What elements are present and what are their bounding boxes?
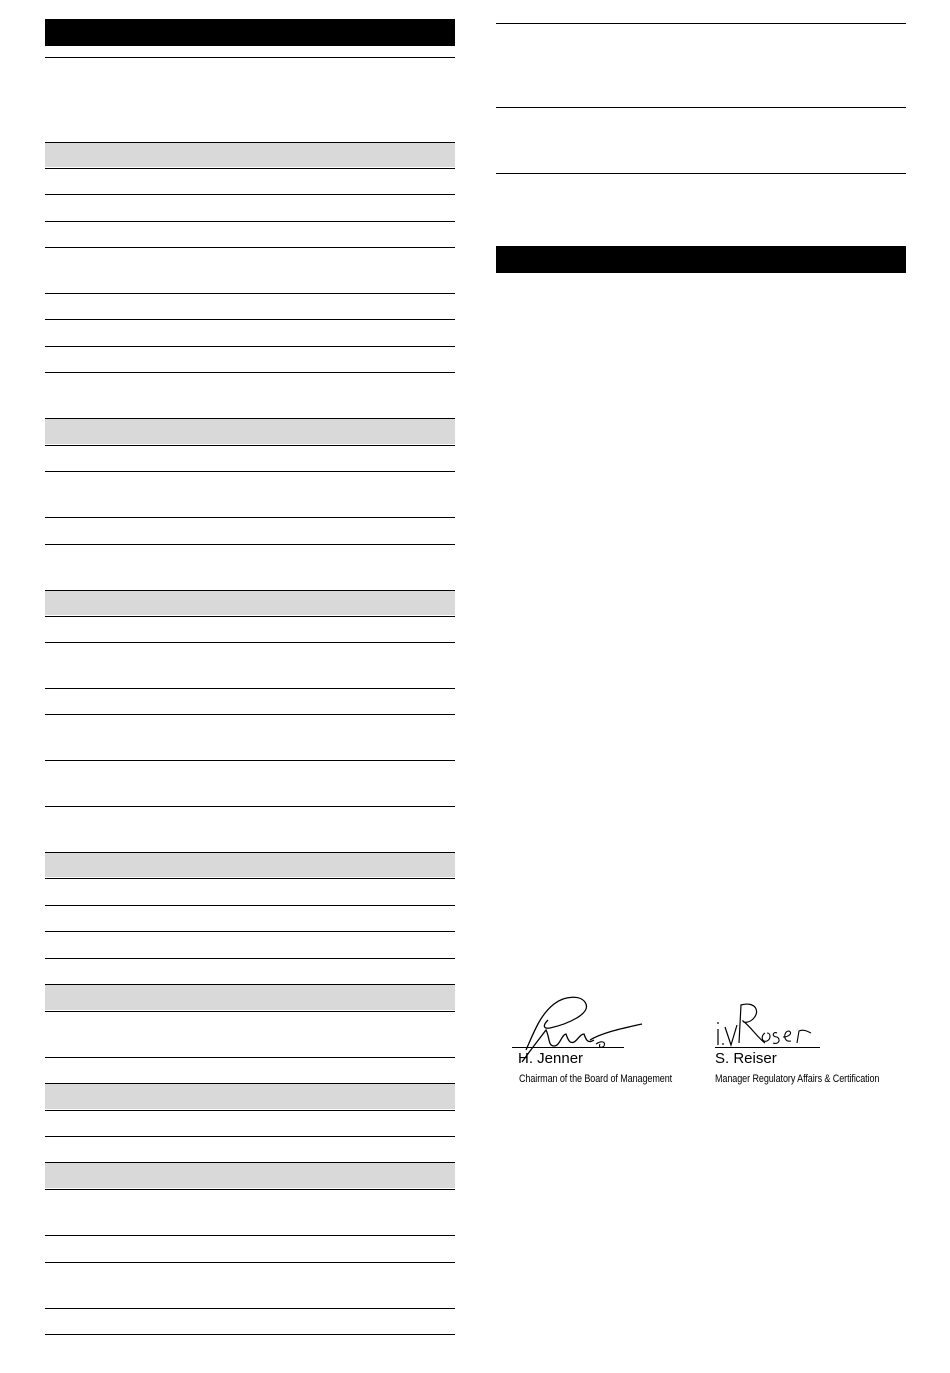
signature-line [512, 1047, 624, 1048]
group-header-bar [45, 590, 455, 615]
group-header-bar [45, 419, 455, 444]
rule [45, 806, 455, 807]
rule [45, 688, 455, 689]
rule [45, 319, 455, 320]
rule [45, 1011, 455, 1012]
group-header-bar [45, 1084, 455, 1109]
handwritten-signature-reiser [713, 997, 823, 1057]
rule [45, 931, 455, 932]
rule [45, 372, 455, 373]
rule [45, 1262, 455, 1263]
rule [45, 1189, 455, 1190]
rule [45, 878, 455, 879]
signatory-name: S. Reiser [715, 1050, 777, 1067]
rule [45, 590, 455, 591]
section-header-bar [496, 246, 906, 273]
rule [45, 418, 455, 419]
rule [45, 247, 455, 248]
rule [45, 958, 455, 959]
group-header-bar [45, 985, 455, 1010]
rule [45, 616, 455, 617]
rule [45, 1235, 455, 1236]
rule [45, 714, 455, 715]
rule [496, 107, 906, 108]
group-header-bar [45, 852, 455, 877]
rule [45, 445, 455, 446]
signatory-name: H. Jenner [518, 1050, 584, 1067]
section-header-bar [45, 19, 455, 46]
rule [45, 517, 455, 518]
signatory-title: Chairman of the Board of Management [519, 1073, 673, 1085]
rule [496, 23, 906, 24]
rule [45, 1162, 455, 1163]
rule [45, 142, 455, 143]
rule [45, 1083, 455, 1084]
signature-line [715, 1047, 820, 1048]
rule [45, 760, 455, 761]
group-header-bar [45, 142, 455, 167]
rule [45, 984, 455, 985]
rule [45, 642, 455, 643]
rule [45, 852, 455, 853]
signature-block-jenner [512, 985, 692, 1095]
rule [496, 173, 906, 174]
rule [45, 293, 455, 294]
rule [45, 1136, 455, 1137]
rule [45, 346, 455, 347]
rule [45, 1334, 455, 1335]
rule [45, 221, 455, 222]
rule [45, 168, 455, 169]
rule [45, 57, 455, 58]
rule [45, 544, 455, 545]
signatory-title: Manager Regulatory Affairs & Certification [715, 1073, 880, 1085]
group-header-bar [45, 1163, 455, 1188]
rule [45, 1308, 455, 1309]
rule [45, 1110, 455, 1111]
signature-block-reiser [715, 985, 905, 1095]
rule [45, 194, 455, 195]
rule [45, 471, 455, 472]
rule [45, 1057, 455, 1058]
rule [45, 905, 455, 906]
